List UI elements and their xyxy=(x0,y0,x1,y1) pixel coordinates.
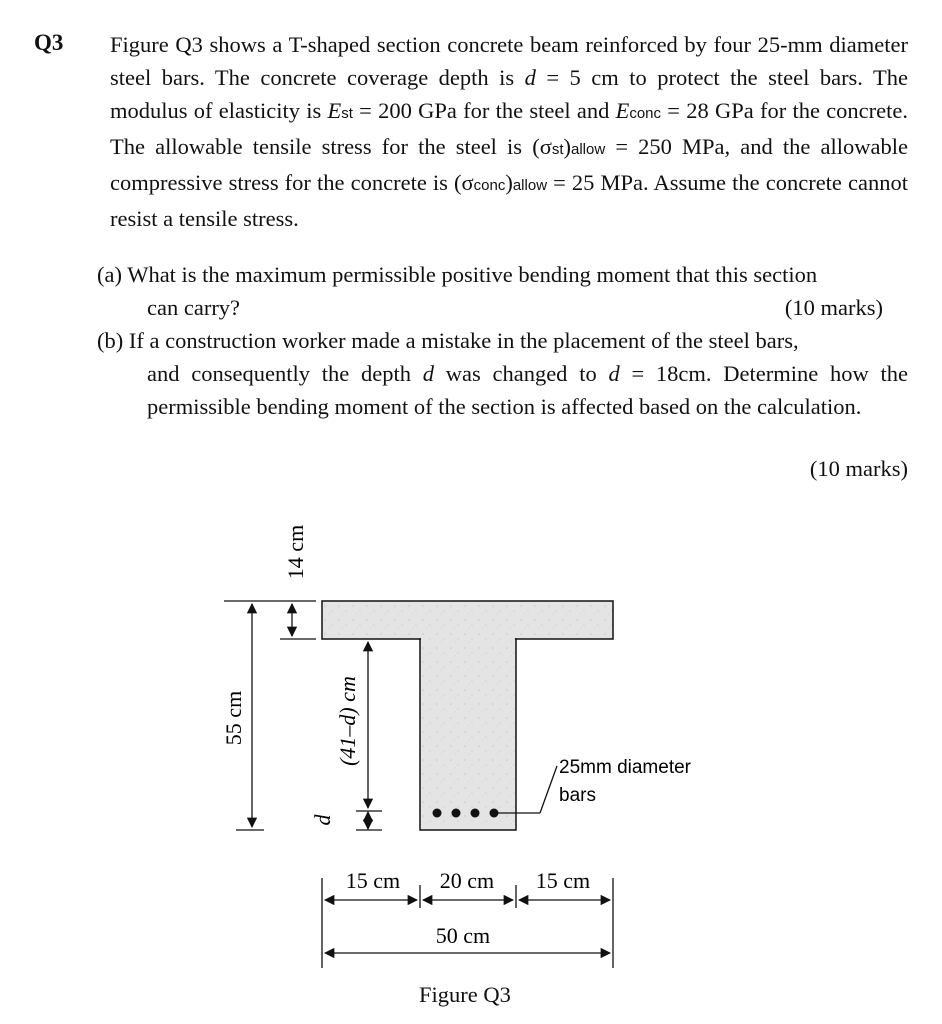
intro-st-sub-2: st xyxy=(551,141,564,158)
intro-part-5: = 250 MPa, and the allowable compressive stress for the concrete is (σ xyxy=(110,134,908,195)
part-a-text-line2: can carry? xyxy=(147,295,241,320)
part-a-label: (a) xyxy=(97,262,122,287)
part-b-label: (b) xyxy=(97,328,124,353)
part-b-text-line1: If a construction worker made a mistake in the placement of the steel bars, xyxy=(123,328,799,353)
question-number: Q3 xyxy=(34,30,64,55)
total-height-label: 55 cm xyxy=(221,690,246,746)
figure-caption: Figure Q3 xyxy=(419,982,511,1007)
cover-depth-label: d xyxy=(310,814,335,826)
question-intro: Figure Q3 shows a T-shaped section concrete beam reinforced by four 25-mm diameter steel bars. The concrete coverage depth is d = 5 cm to protect the steel bars. The modulus of elasticity is Est = 200 GPa for the steel and Econc = 28 GPa for the concrete. The allowable tensile stress for the steel is (σst)allow = 250 MPa, and the allowable compressive stress for the concrete is (σconc)allow = 25 MPa. Assume the concrete cannot resist a tensile stress. xyxy=(110,32,909,231)
steel-bar xyxy=(471,809,480,818)
intro-e-var-2: E xyxy=(615,98,630,123)
intro-part-2: = 5 cm to protect the steel bars. The modulus of elasticity is xyxy=(110,65,908,123)
bar-leader-slant xyxy=(540,766,557,813)
part-a-text-line1: What is the maximum permissible positive bending moment that this section xyxy=(121,262,818,287)
intro-part-3: = 200 GPa for the steel and xyxy=(352,98,616,123)
intro-part-4: = 28 GPa for the concrete. The allowable tensile stress for the steel is (σ xyxy=(110,98,909,159)
right-overhang-label: 15 cm xyxy=(535,868,591,893)
flange-thickness-label: 14 cm xyxy=(283,524,308,580)
intro-allow-sub: allow xyxy=(571,141,606,158)
flange-width-label: 50 cm xyxy=(435,923,491,948)
intro-conc-sub-2: conc xyxy=(473,177,506,194)
left-overhang-label: 15 cm xyxy=(345,868,401,893)
steel-bar xyxy=(433,809,442,818)
bar-label-line1: 25mm diameter xyxy=(559,757,691,778)
part-b-rest-2: was changed to xyxy=(433,361,609,386)
bar-label-line2: bars xyxy=(559,785,596,806)
flange-thickness-dimension xyxy=(280,604,316,639)
part-b-d-var-2: d xyxy=(608,361,620,386)
part-a-marks: (10 marks) xyxy=(784,295,883,320)
intro-part-6: = 25 MPa. Assume the concrete cannot resist a tensile stress. xyxy=(110,170,909,231)
web-depth-label: (41–d) cm xyxy=(335,676,360,766)
intro-conc-sub: conc xyxy=(629,105,662,122)
part-b-d-var: d xyxy=(422,361,434,386)
intro-allow-sub-2: allow xyxy=(512,177,548,194)
beam-web xyxy=(420,639,516,830)
intro-st-sub: st xyxy=(341,105,353,122)
intro-e-var: E xyxy=(327,98,342,123)
intro-part-1: Figure Q3 shows a T-shaped section concrete beam reinforced by four 25-mm diameter steel bars. The concrete coverage depth is xyxy=(110,32,908,90)
beam-flange xyxy=(322,601,613,639)
part-b-rest-3: = 18cm. Determine how the permissible bending moment of the section is affected based on the calculation. xyxy=(147,361,909,419)
cover-depth-dimension xyxy=(356,812,382,830)
part-b-marks: (10 marks) xyxy=(809,456,908,481)
web-width-label: 20 cm xyxy=(439,868,495,893)
steel-bar xyxy=(452,809,461,818)
intro-d-var: d xyxy=(524,65,536,90)
part-b-rest-1: and consequently the depth xyxy=(147,361,423,386)
